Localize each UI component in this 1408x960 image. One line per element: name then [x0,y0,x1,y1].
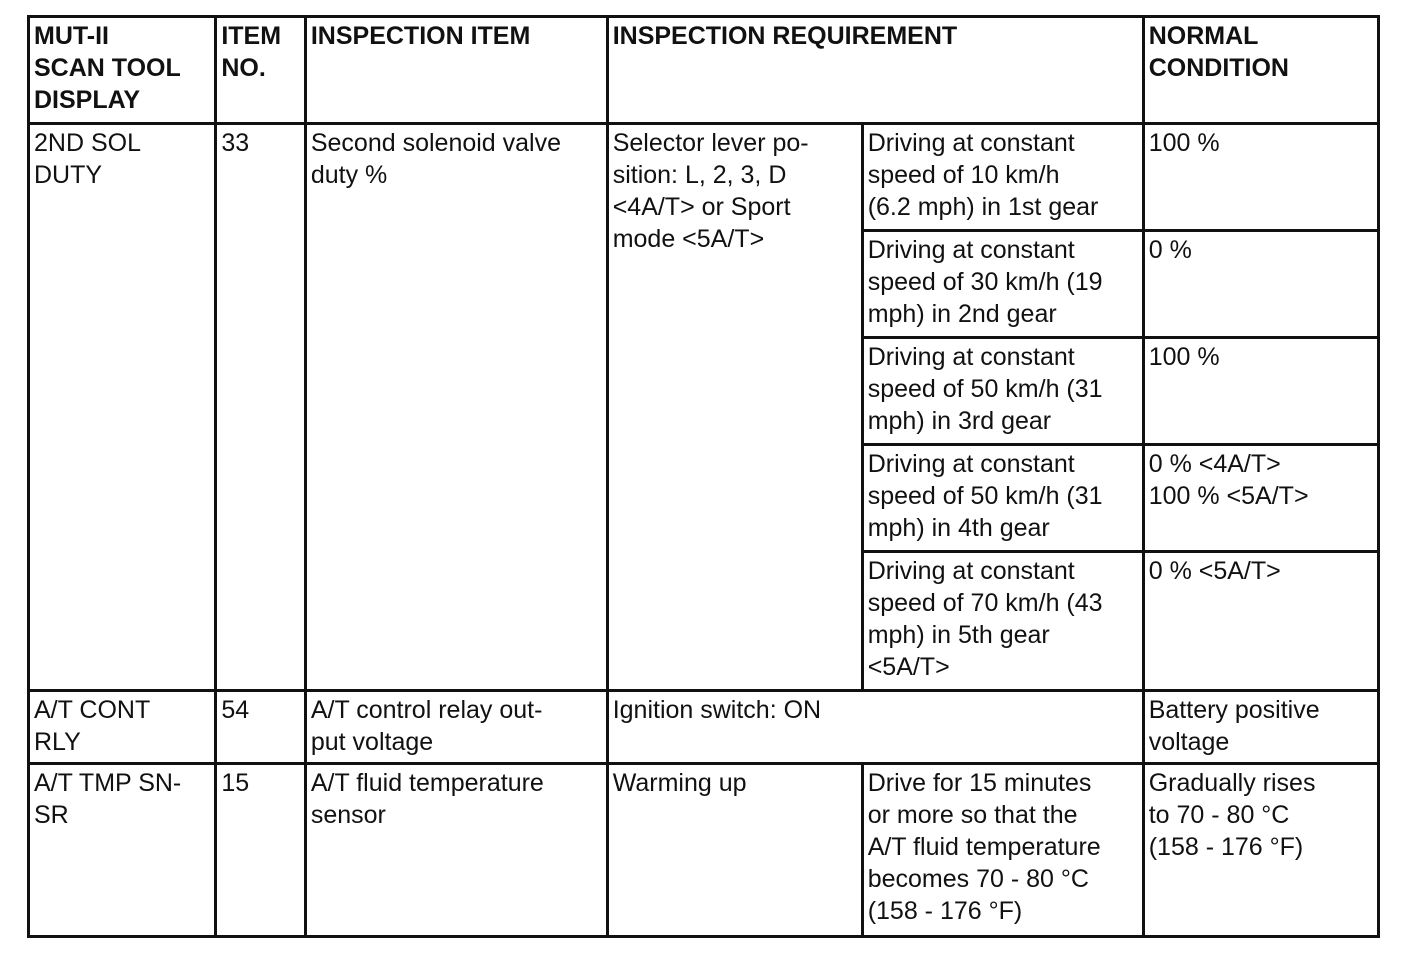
cell-display: 2ND SOL DUTY [29,124,216,691]
cell-requirement-main: Warming up [607,764,862,937]
header-normal-condition: NORMAL CONDITION [1143,17,1378,124]
cell-inspection-item: A/T fluid temperature sensor [305,764,607,937]
cell-normal-condition: 100 % [1143,124,1378,231]
table-header-row [29,17,1379,124]
cell-requirement-detail: Driving at constant speed of 50 km/h (31 mph) in 3rd gear [862,338,1143,445]
inspection-table [27,15,1380,938]
cell-requirement-detail: Driving at constant speed of 30 km/h (19 mph) in 2nd gear [862,231,1143,338]
cell-normal-condition: 0 % <5A/T> [1143,552,1378,691]
cell-item-no: 15 [216,764,306,937]
header-item-no: ITEM NO. [216,17,306,124]
header-inspection-requirement: INSPECTION REQUIREMENT [607,17,1143,124]
header-scan-tool-display: MUT-II SCAN TOOL DISPLAY [29,17,216,124]
cell-requirement-detail: Driving at constant speed of 10 km/h (6.2 mph) in 1st gear [862,124,1143,231]
cell-normal-condition: Battery positive voltage [1143,691,1378,764]
cell-requirement-detail: Driving at constant speed of 50 km/h (31 mph) in 4th gear [862,445,1143,552]
cell-normal-condition: 100 % [1143,338,1378,445]
cell-requirement-detail: Drive for 15 minutes or more so that the A/T fluid temperature becomes 70 - 80 °C (158 - 176 °F) [862,764,1143,937]
cell-inspection-item: A/T control relay out- put voltage [305,691,607,764]
cell-requirement-main: Selector lever po- sition: L, 2, 3, D <4A/T> or Sport mode <5A/T> [607,124,862,691]
cell-requirement-detail: Driving at constant speed of 70 km/h (43 mph) in 5th gear <5A/T> [862,552,1143,691]
cell-display: A/T CONT RLY [29,691,216,764]
table-row [29,124,1379,231]
cell-item-no: 54 [216,691,306,764]
cell-item-no: 33 [216,124,306,691]
header-inspection-item: INSPECTION ITEM [305,17,607,124]
cell-inspection-item: Second solenoid valve duty % [305,124,607,691]
table-row [29,691,1379,764]
cell-requirement-main: Ignition switch: ON [607,691,1143,764]
cell-normal-condition: Gradually rises to 70 - 80 °C (158 - 176 °F) [1143,764,1378,937]
cell-normal-condition: 0 % <4A/T> 100 % <5A/T> [1143,445,1378,552]
cell-normal-condition: 0 % [1143,231,1378,338]
table-row [29,764,1379,937]
cell-display: A/T TMP SN- SR [29,764,216,937]
